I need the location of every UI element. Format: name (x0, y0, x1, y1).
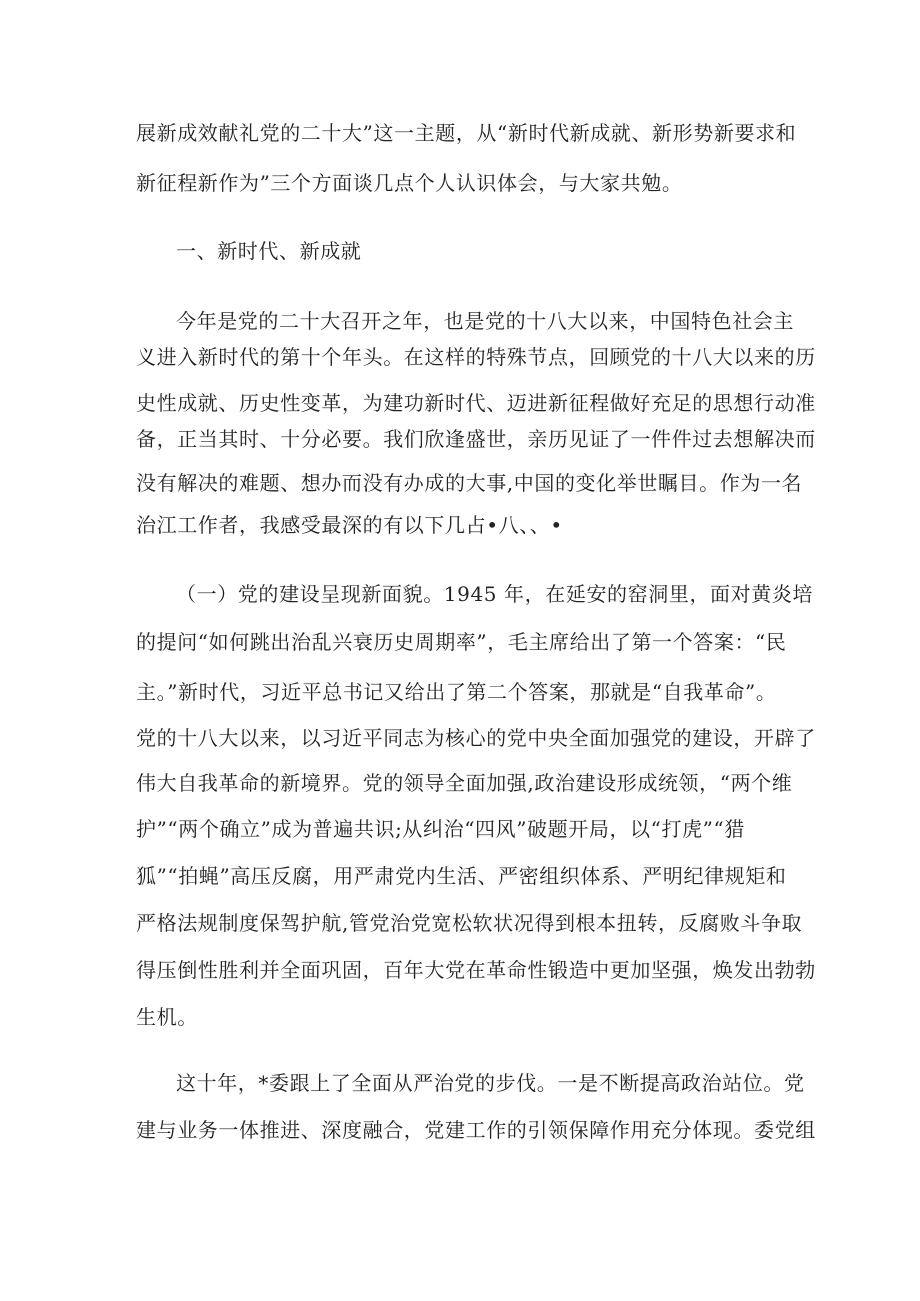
paragraph-2-line-7: 狐”“拍蝇”高压反腐，用严肃党内生活、严密组织体系、严明纪律规矩和 (136, 864, 787, 888)
paragraph-2-line-10: 生机。 (136, 1005, 198, 1029)
paragraph-2-line-1: （一）党的建设呈现新面貌。1945 年，在延安的窑洞里，面对黄炎培 (176, 582, 814, 606)
paragraph-1-line-1: 今年是党的二十大召开之年，也是党的十八大以来，中国特色社会主 (176, 309, 794, 333)
paragraph-2-line-2: 的提问“如何跳出治乱兴衰历史周期率”，毛主席给出了第一个答案：“民 (136, 630, 787, 654)
section-heading: 一、新时代、新成就 (176, 239, 362, 263)
paragraph-1-line-6: 治江工作者，我感受最深的有以下几占•八、、• (136, 513, 563, 537)
paragraph-3-line-1: 这十年，*委跟上了全面从严治党的步伐。一是不断提高政治站位。党 (176, 1071, 805, 1095)
paragraph-2-line-5: 伟大自我革命的新境界。党的领导全面加强,政治建设形成统领，“两个维 (136, 771, 793, 795)
paragraph-1-line-5: 没有解决的难题、想办而没有办成的大事,中国的变化举世瞩目。作为一名 (136, 471, 803, 495)
paragraph-2-line-6: 护”“两个确立”成为普遍共识;从纠治“四风”破题开局，以“打虎”“猎 (136, 817, 745, 841)
intro-line-1: 展新成效献礼党的二十大”这一主题，从“新时代新成就、新形势新要求和 (136, 121, 797, 145)
paragraph-1-line-4: 备，正当其时、十分必要。我们欣逢盛世，亲历见证了一件件过去想解决而 (136, 427, 816, 451)
paragraph-1-line-3: 史性成就、历史性变革，为建功新时代、迈进新征程做好充足的思想行动准 (136, 391, 816, 415)
intro-line-2: 新征程新作为”三个方面谈几点个人认识体会，与大家共勉。 (136, 171, 683, 195)
paragraph-1-line-2: 义进入新时代的第十个年头。在这样的特殊节点，回顾党的十八大以来的历 (136, 345, 816, 369)
paragraph-2-line-9: 得压倒性胜利并全面巩固，百年大党在革命性锻造中更加坚强，焕发出勃勃 (136, 958, 816, 982)
paragraph-3-line-2: 建与业务一体推进、深度融合，党建工作的引领保障作用充分体现。委党组 (136, 1118, 816, 1142)
paragraph-2-line-8: 严格法规制度保驾护航,管党治党宽松软状况得到根本扭转，反腐败斗争取 (136, 911, 803, 935)
paragraph-2-line-4: 党的十八大以来，以习近平同志为核心的党中央全面加强党的建设，开辟了 (136, 726, 816, 750)
paragraph-2-line-3: 主。”新时代，习近平总书记又给出了第二个答案，那就是“自我革命”。 (136, 680, 777, 704)
